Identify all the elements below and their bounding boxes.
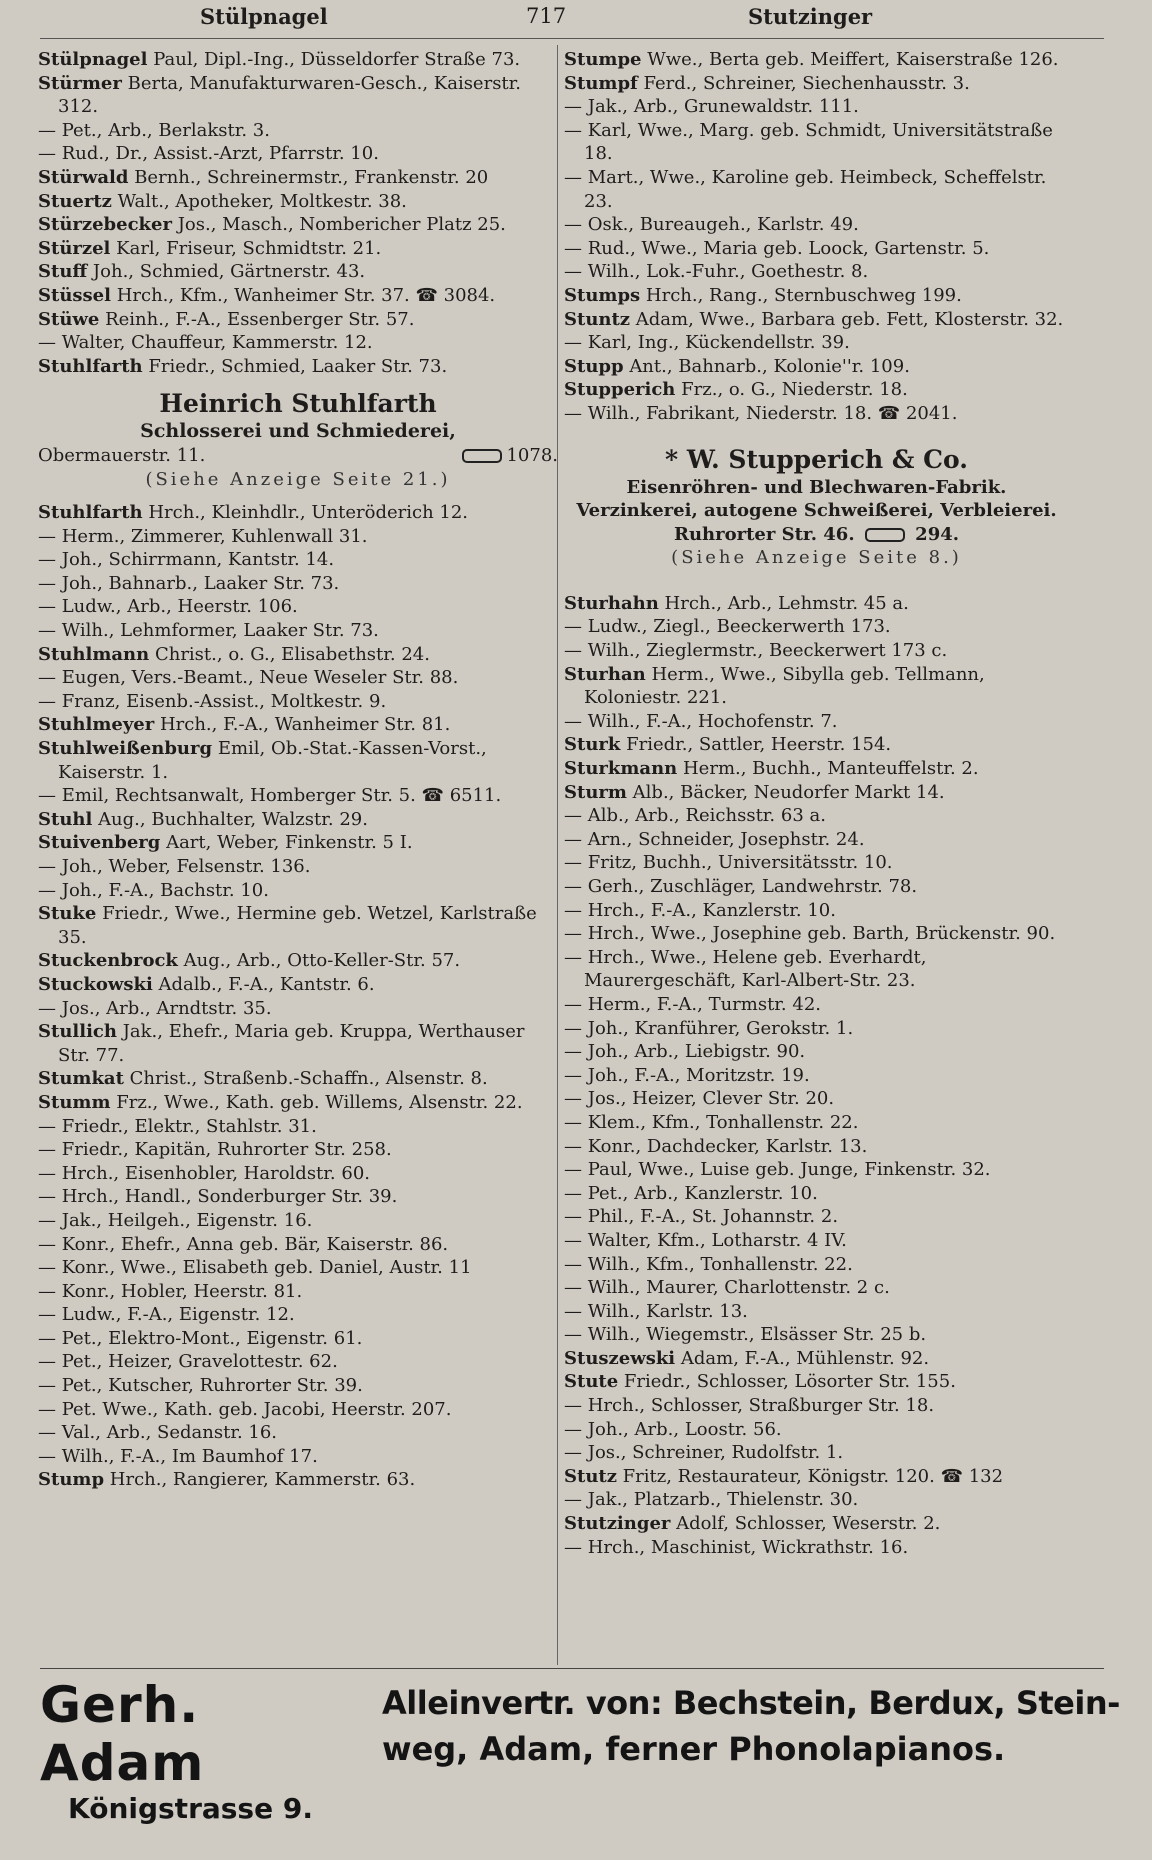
- directory-entry: [38, 855, 558, 879]
- entry-surname: Stutz: [564, 1465, 617, 1487]
- directory-entry: [564, 1465, 1069, 1489]
- ad-stuhlfarth: [38, 388, 558, 491]
- directory-entry: [38, 213, 558, 237]
- entry-details: — Joh., Arb., Liebigstr. 90.: [564, 1041, 806, 1063]
- entry-details: — Phil., F.-A., St. Johannstr. 2.: [564, 1206, 839, 1228]
- entry-details: — Emil, Rechtsanwalt, Homberger Str. 5. ☎ 6511.: [38, 785, 502, 807]
- directory-entry: [564, 1300, 1069, 1324]
- directory-entry: [38, 595, 558, 619]
- advertisement-banner: [40, 1676, 1120, 1825]
- directory-entry: [564, 213, 1069, 237]
- directory-entry: [564, 1017, 1069, 1041]
- entry-details: — Walter, Chauffeur, Kammerstr. 12.: [38, 332, 373, 354]
- entry-surname: Stuhlmann: [38, 643, 150, 665]
- entry-details: — Pet., Arb., Berlakstr. 3.: [38, 119, 270, 141]
- entry-details: — Hrch., F.-A., Kanzlerstr. 10.: [564, 899, 836, 921]
- directory-entry: [564, 899, 1069, 923]
- directory-entry: [564, 260, 1069, 284]
- directory-entry: [564, 1370, 1069, 1394]
- directory-entry: [38, 808, 558, 832]
- directory-entry: [564, 733, 1069, 757]
- ad-stupperich-address: Ruhrorter Str. 46.: [673, 523, 855, 545]
- ad-stupperich-line1: Eisenröhren- und Blechwaren-Fabrik.: [626, 476, 1007, 498]
- entry-details: — Jos., Schreiner, Rudolfstr. 1.: [564, 1442, 844, 1464]
- entry-details: — Jos., Heizer, Clever Str. 20.: [564, 1088, 835, 1110]
- entry-details: — Wilh., Lok.-Fuhr., Goethestr. 8.: [564, 261, 869, 283]
- entry-details: — Rud., Wwe., Maria geb. Loock, Gartenstr. 5.: [564, 237, 990, 259]
- entry-details: — Joh., Kranführer, Gerokstr. 1.: [564, 1017, 854, 1039]
- directory-entry: [38, 619, 558, 643]
- directory-entry: [564, 592, 1069, 616]
- directory-entry: [564, 851, 1069, 875]
- entry-details: — Konr., Dachdecker, Karlstr. 13.: [564, 1135, 868, 1157]
- entry-details: — Pet., Elektro-Mont., Eigenstr. 61.: [38, 1327, 363, 1349]
- directory-entry: [564, 1040, 1069, 1064]
- entry-details: Hrch., Rang., Sternbuschweg 199.: [645, 284, 962, 306]
- entry-surname: Stump: [38, 1469, 105, 1491]
- entry-details: Christ., Straßenb.-Schaffn., Alsenstr. 8.: [129, 1068, 488, 1090]
- ad-stuhlfarth-contact: [38, 444, 558, 468]
- directory-entry: [38, 643, 558, 667]
- directory-entry: [38, 902, 558, 949]
- entry-details: — Pet., Heizer, Gravelottestr. 62.: [38, 1351, 338, 1373]
- directory-entry: [564, 402, 1069, 426]
- entry-details: — Hrch., Handl., Sonderburger Str. 39.: [38, 1186, 398, 1208]
- directory-entry: [38, 1091, 558, 1115]
- directory-entry: [38, 1445, 558, 1469]
- entry-details: Jos., Masch., Nombericher Platz 25.: [177, 214, 506, 236]
- directory-entry: [38, 1020, 558, 1067]
- entry-details: — Friedr., Elektr., Stahlstr. 31.: [38, 1115, 317, 1137]
- entry-surname: Stuff: [38, 261, 88, 283]
- entry-details: Ant., Bahnarb., Kolonie''r. 109.: [629, 355, 910, 377]
- directory-entry: [564, 875, 1069, 899]
- entry-details: Friedr., Schmied, Laaker Str. 73.: [148, 355, 448, 377]
- ad-stupperich-title: * W. Stupperich & Co.: [665, 444, 968, 474]
- entry-surname: Sturm: [564, 781, 627, 803]
- entry-surname: Stuckowski: [38, 973, 153, 995]
- entry-details: Berta, Manufakturwaren-Gesch., Kaiserstr. 312.: [58, 72, 522, 118]
- page-number: 717: [526, 4, 567, 28]
- entry-surname: Stürmer: [38, 72, 122, 94]
- entry-details: — Pet., Arb., Kanzlerstr. 10.: [564, 1182, 818, 1204]
- right-entries-2: [564, 592, 1069, 1559]
- directory-entry: [38, 1233, 558, 1257]
- directory-entry: [38, 1209, 558, 1233]
- entry-details: — Pet. Wwe., Kath. geb. Jacobi, Heerstr. 207.: [38, 1398, 452, 1420]
- entry-details: Christ., o. G., Elisabethstr. 24.: [154, 643, 430, 665]
- directory-entry: [38, 1374, 558, 1398]
- entry-details: — Joh., F.-A., Moritzstr. 19.: [564, 1064, 810, 1086]
- directory-entry: [38, 1421, 558, 1445]
- entry-surname: Stullich: [38, 1021, 117, 1043]
- left-entries-2: [38, 501, 558, 1492]
- entry-surname: Stuke: [38, 903, 97, 925]
- entry-surname: Stürzel: [38, 237, 111, 259]
- entry-details: — Konr., Wwe., Elisabeth geb. Daniel, Austr. 11: [38, 1257, 472, 1279]
- entry-details: — Wilh., Fabrikant, Niederstr. 18. ☎ 2041.: [564, 402, 958, 424]
- directory-entry: [38, 331, 558, 355]
- directory-entry: [38, 1256, 558, 1280]
- entry-details: Jak., Ehefr., Maria geb. Kruppa, Werthauser Str. 77.: [58, 1021, 525, 1066]
- directory-entry: [38, 260, 558, 284]
- entry-surname: Stuntz: [564, 308, 631, 330]
- ad-stupperich: [564, 444, 1069, 570]
- entry-details: — Hrch., Wwe., Helene geb. Everhardt, Maurergeschäft, Karl-Albert-Str. 23.: [564, 946, 927, 992]
- directory-entry: [564, 1064, 1069, 1088]
- directory-entry: [564, 1347, 1069, 1371]
- directory-entry: [564, 946, 1069, 993]
- entry-details: — Val., Arb., Sedanstr. 16.: [38, 1422, 278, 1444]
- entry-details: — Karl, Wwe., Marg. geb. Schmidt, Universitätstraße 18.: [564, 119, 1053, 165]
- directory-entry: [564, 355, 1069, 379]
- header-left-keyword: Stülpnagel: [200, 4, 328, 29]
- entry-details: Hrch., Kfm., Wanheimer Str. 37. ☎ 3084.: [116, 284, 496, 306]
- banner-address: Königstrasse 9.: [68, 1792, 313, 1825]
- header-right-keyword: Stutzinger: [748, 4, 873, 29]
- directory-entry: [564, 284, 1069, 308]
- entry-details: — Mart., Wwe., Karoline geb. Heimbeck, Scheffelstr. 23.: [564, 166, 1047, 212]
- directory-entry: [564, 1441, 1069, 1465]
- directory-entry: [38, 1303, 558, 1327]
- entry-details: — Joh., Schirrmann, Kantstr. 14.: [38, 549, 335, 571]
- ad-stupperich-phone: 294.: [915, 523, 960, 545]
- ad-stuhlfarth-phone: 1078.: [506, 444, 558, 466]
- entry-details: Reinh., F.-A., Essenberger Str. 57.: [105, 308, 415, 330]
- entry-details: — Hrch., Eisenhobler, Haroldstr. 60.: [38, 1162, 370, 1184]
- directory-entry: [38, 1350, 558, 1374]
- entry-details: — Wilh., Wiegemstr., Elsässer Str. 25 b.: [564, 1324, 927, 1346]
- directory-entry: [564, 1394, 1069, 1418]
- entry-surname: Stumpf: [564, 72, 638, 94]
- entry-surname: Stuhlmeyer: [38, 714, 155, 736]
- directory-entry: [564, 378, 1069, 402]
- directory-entry: [38, 1398, 558, 1422]
- entry-surname: Stuszewski: [564, 1347, 676, 1369]
- entry-details: — Paul, Wwe., Luise geb. Junge, Finkenstr. 32.: [564, 1159, 991, 1181]
- entry-details: — Herm., F.-A., Turmstr. 42.: [564, 993, 822, 1015]
- entry-details: — Ludw., F.-A., Eigenstr. 12.: [38, 1304, 295, 1326]
- directory-entry: [38, 784, 558, 808]
- directory-entry: [564, 922, 1069, 946]
- entry-surname: Stuhlfarth: [38, 502, 143, 524]
- entry-details: — Konr., Ehefr., Anna geb. Bär, Kaiserstr. 86.: [38, 1233, 449, 1255]
- directory-entry: [564, 757, 1069, 781]
- entry-surname: Stute: [564, 1371, 619, 1393]
- directory-entry: [564, 237, 1069, 261]
- directory-entry: [564, 72, 1069, 96]
- entry-details: Wwe., Berta geb. Meiffert, Kaiserstraße 126.: [647, 49, 1059, 70]
- entry-surname: Stuckenbrock: [38, 950, 178, 972]
- directory-entry: [564, 804, 1069, 828]
- entry-details: — Wilh., F.-A., Hochofenstr. 7.: [564, 710, 838, 732]
- directory-entry: [564, 1253, 1069, 1277]
- directory-entry: [38, 142, 558, 166]
- banner-line2: weg, Adam, ferner Phonolapianos.: [382, 1730, 1006, 1768]
- ad-stuhlfarth-subtitle: Schlosserei und Schmiederei,: [140, 420, 456, 443]
- entry-details: — Hrch., Schlosser, Straßburger Str. 18.: [564, 1395, 935, 1417]
- entry-details: Hrch., F.-A., Wanheimer Str. 81.: [159, 714, 451, 736]
- entry-details: — Osk., Bureaugeh., Karlstr. 49.: [564, 214, 859, 236]
- ad-stupperich-line2: Verzinkerei, autogene Schweißerei, Verbleierei.: [576, 500, 1057, 522]
- entry-details: — Gerh., Zuschläger, Landwehrstr. 78.: [564, 876, 918, 897]
- entry-details: — Jak., Arb., Grunewaldstr. 111.: [564, 96, 859, 118]
- entry-surname: Sturhan: [564, 663, 646, 685]
- directory-entry: [38, 831, 558, 855]
- entry-details: — Ludw., Arb., Heerstr. 106.: [38, 596, 298, 618]
- entry-details: Friedr., Wwe., Hermine geb. Wetzel, Karlstraße 35.: [58, 903, 537, 948]
- entry-surname: Stülpnagel: [38, 49, 148, 70]
- entry-details: — Joh., Weber, Felsenstr. 136.: [38, 856, 311, 877]
- entry-details: Aart, Weber, Finkenstr. 5 I.: [166, 832, 413, 854]
- entry-surname: Stüssel: [38, 284, 111, 306]
- entry-details: Paul, Dipl.-Ing., Düsseldorfer Straße 73.: [153, 49, 521, 70]
- entry-surname: Stutzinger: [564, 1513, 671, 1535]
- directory-entry: [38, 1468, 558, 1492]
- directory-entry: [564, 1488, 1069, 1512]
- entry-surname: Stupperich: [564, 379, 676, 401]
- entry-surname: Stuhl: [38, 808, 93, 830]
- entry-details: Ferd., Schreiner, Siechenhausstr. 3.: [643, 72, 970, 94]
- right-entries-1: [564, 48, 1069, 426]
- entry-surname: Stumkat: [38, 1068, 124, 1090]
- directory-entry: [38, 190, 558, 214]
- directory-entry: [564, 166, 1069, 213]
- entry-details: Fritz, Restaurateur, Königstr. 120. ☎ 132: [622, 1465, 1004, 1487]
- entry-details: — Alb., Arb., Reichsstr. 63 a.: [564, 805, 826, 827]
- directory-entry: [38, 666, 558, 690]
- entry-details: — Franz, Eisenb.-Assist., Moltkestr. 9.: [38, 690, 387, 712]
- directory-entry: [564, 710, 1069, 734]
- entry-surname: Stumpe: [564, 49, 642, 70]
- entry-details: — Wilh., Maurer, Charlottenstr. 2 c.: [564, 1277, 890, 1299]
- entry-surname: Stüwe: [38, 308, 100, 330]
- entry-surname: Sturhahn: [564, 592, 659, 614]
- entry-details: — Friedr., Kapitän, Ruhrorter Str. 258.: [38, 1139, 392, 1161]
- entry-details: — Jak., Platzarb., Thielenstr. 30.: [564, 1489, 859, 1511]
- directory-entry: [564, 308, 1069, 332]
- entry-surname: Stuivenberg: [38, 832, 161, 854]
- entry-details: — Hrch., Maschinist, Wickrathstr. 16.: [564, 1536, 909, 1558]
- directory-entry: [564, 1418, 1069, 1442]
- directory-entry: [564, 615, 1069, 639]
- entry-details: — Arn., Schneider, Josephstr. 24.: [564, 828, 865, 850]
- entry-details: — Wilh., F.-A., Im Baumhof 17.: [38, 1445, 318, 1467]
- entry-surname: Stürzebecker: [38, 214, 172, 236]
- directory-entry: [38, 879, 558, 903]
- directory-entry: [38, 72, 558, 119]
- banner-rule: [40, 1668, 1104, 1669]
- directory-entry: [564, 48, 1069, 72]
- ad-stuhlfarth-title: Heinrich Stuhlfarth: [159, 389, 437, 419]
- entry-details: — Karl, Ing., Kückendellstr. 39.: [564, 332, 850, 354]
- entry-details: — Herm., Zimmerer, Kuhlenwall 31.: [38, 525, 368, 547]
- entry-details: Frz., Wwe., Kath. geb. Willems, Alsenstr. 22.: [116, 1091, 523, 1113]
- directory-entry: [38, 572, 558, 596]
- directory-entry: [38, 1185, 558, 1209]
- entry-details: — Ludw., Ziegl., Beeckerwerth 173.: [564, 616, 891, 638]
- entry-details: Emil, Ob.-Stat.-Kassen-Vorst., Kaiserstr. 1.: [58, 738, 487, 783]
- left-column: [38, 48, 558, 1492]
- directory-entry: [564, 95, 1069, 119]
- entry-details: Adam, Wwe., Barbara geb. Fett, Klosterstr. 32.: [635, 308, 1064, 330]
- entry-details: — Klem., Kfm., Tonhallenstr. 22.: [564, 1111, 859, 1133]
- directory-entry: [564, 1087, 1069, 1111]
- entry-details: — Jos., Arb., Arndtstr. 35.: [38, 997, 272, 1019]
- directory-entry: [38, 119, 558, 143]
- ad-stuhlfarth-phone-wrap: [458, 444, 558, 468]
- directory-entry: [38, 1067, 558, 1091]
- entry-details: — Walter, Kfm., Lotharstr. 4 IV.: [564, 1229, 847, 1251]
- directory-entry: [564, 1276, 1069, 1300]
- banner-right: [382, 1680, 1120, 1772]
- directory-entry: [564, 1182, 1069, 1206]
- directory-entry: [38, 355, 558, 379]
- directory-entry: [564, 1135, 1069, 1159]
- entry-details: Adam, F.-A., Mühlenstr. 92.: [680, 1347, 930, 1369]
- directory-entry: [38, 973, 558, 997]
- directory-entry: [38, 501, 558, 525]
- entry-details: — Eugen, Vers.-Beamt., Neue Weseler Str. 88.: [38, 667, 459, 689]
- telephone-icon: [462, 449, 502, 463]
- banner-brand: Gerh. Adam: [40, 1676, 205, 1792]
- entry-details: Joh., Schmied, Gärtnerstr. 43.: [92, 261, 366, 283]
- ad-stuhlfarth-note: (Siehe Anzeige Seite 21.): [145, 468, 451, 490]
- entry-details: — Wilh., Karlstr. 13.: [564, 1300, 748, 1322]
- entry-details: Friedr., Schlosser, Lösorter Str. 155.: [623, 1371, 956, 1393]
- entry-details: — Fritz, Buchh., Universitätsstr. 10.: [564, 852, 893, 874]
- directory-entry: [564, 119, 1069, 166]
- entry-surname: Stuertz: [38, 190, 112, 212]
- entry-surname: Sturkmann: [564, 758, 678, 780]
- entry-surname: Sturk: [564, 734, 621, 756]
- directory-entry: [38, 997, 558, 1021]
- directory-entry: [38, 525, 558, 549]
- entry-details: — Wilh., Zieglermstr., Beeckerwert 173 c.: [564, 640, 948, 662]
- entry-surname: Stuhlweißenburg: [38, 738, 213, 760]
- entry-surname: Stumps: [564, 284, 641, 306]
- entry-details: Bernh., Schreinermstr., Frankenstr. 20: [134, 166, 489, 188]
- entry-details: — Konr., Hobler, Heerstr. 81.: [38, 1280, 303, 1302]
- entry-details: — Wilh., Kfm., Tonhallenstr. 22.: [564, 1253, 853, 1275]
- banner-left: [40, 1676, 380, 1825]
- entry-surname: Stumm: [38, 1091, 111, 1113]
- directory-entry: [38, 1138, 558, 1162]
- directory-entry: [564, 1536, 1069, 1560]
- entry-details: — Jak., Heilgeh., Eigenstr. 16.: [38, 1209, 313, 1231]
- entry-details: — Joh., Bahnarb., Laaker Str. 73.: [38, 572, 340, 594]
- directory-entry: [38, 949, 558, 973]
- directory-entry: [564, 331, 1069, 355]
- entry-details: Alb., Bäcker, Neudorfer Markt 14.: [632, 781, 945, 803]
- directory-entry: [38, 1327, 558, 1351]
- entry-details: Frz., o. G., Niederstr. 18.: [681, 379, 908, 401]
- directory-entry: [564, 781, 1069, 805]
- telephone-icon: [865, 528, 905, 542]
- directory-entry: [38, 237, 558, 261]
- entry-surname: Stupp: [564, 355, 624, 377]
- directory-entry: [564, 1512, 1069, 1536]
- entry-details: Adolf, Schlosser, Weserstr. 2.: [676, 1513, 941, 1535]
- entry-details: — Wilh., Lehmformer, Laaker Str. 73.: [38, 620, 379, 642]
- entry-details: Aug., Buchhalter, Walzstr. 29.: [98, 808, 368, 830]
- directory-entry: [38, 1162, 558, 1186]
- entry-details: — Joh., Arb., Loostr. 56.: [564, 1418, 782, 1440]
- banner-line1: Alleinvertr. von: Bechstein, Berdux, Stein-: [382, 1684, 1120, 1722]
- directory-entry: [564, 1158, 1069, 1182]
- directory-entry: [564, 993, 1069, 1017]
- directory-entry: [564, 1229, 1069, 1253]
- entry-details: Hrch., Rangierer, Kammerstr. 63.: [109, 1469, 416, 1491]
- entry-details: Aug., Arb., Otto-Keller-Str. 57.: [183, 950, 461, 972]
- entry-surname: Stürwald: [38, 166, 129, 188]
- directory-entry: [564, 1205, 1069, 1229]
- ad-stupperich-contact: [564, 523, 1069, 547]
- directory-entry: [564, 828, 1069, 852]
- directory-entry: [564, 639, 1069, 663]
- entry-details: Herm., Wwe., Sibylla geb. Tellmann, Koloniestr. 221.: [584, 663, 985, 709]
- entry-details: — Pet., Kutscher, Ruhrorter Str. 39.: [38, 1375, 363, 1397]
- entry-details: Herm., Buchh., Manteuffelstr. 2.: [682, 758, 979, 780]
- ad-stuhlfarth-address: Obermauerstr. 11.: [38, 444, 206, 466]
- entry-details: Hrch., Arb., Lehmstr. 45 a.: [664, 592, 909, 614]
- directory-entry: [38, 1115, 558, 1139]
- entry-details: Walt., Apotheker, Moltkestr. 38.: [117, 190, 407, 212]
- directory-entry: [38, 48, 558, 72]
- directory-entry: [38, 166, 558, 190]
- directory-entry: [38, 284, 558, 308]
- directory-entry: [564, 663, 1069, 710]
- header-rule: [40, 38, 1104, 39]
- directory-entry: [38, 548, 558, 572]
- directory-entry: [564, 1111, 1069, 1135]
- right-column: [564, 48, 1069, 1559]
- directory-entry: [38, 690, 558, 714]
- entry-details: Adalb., F.-A., Kantstr. 6.: [158, 973, 375, 995]
- directory-entry: [38, 308, 558, 332]
- directory-entry: [564, 1323, 1069, 1347]
- directory-entry: [38, 1280, 558, 1304]
- entry-details: — Joh., F.-A., Bachstr. 10.: [38, 879, 269, 901]
- entry-details: Friedr., Sattler, Heerstr. 154.: [626, 734, 892, 756]
- entry-details: — Hrch., Wwe., Josephine geb. Barth, Brückenstr. 90.: [564, 923, 1056, 945]
- entry-surname: Stuhlfarth: [38, 355, 143, 377]
- entry-details: Karl, Friseur, Schmidtstr. 21.: [116, 237, 382, 259]
- entry-details: — Rud., Dr., Assist.-Arzt, Pfarrstr. 10.: [38, 143, 379, 165]
- entry-details: Hrch., Kleinhdlr., Unteröderich 12.: [148, 502, 469, 524]
- directory-entry: [38, 737, 558, 784]
- left-entries-1: [38, 48, 558, 378]
- directory-entry: [38, 713, 558, 737]
- ad-stupperich-note: (Siehe Anzeige Seite 8.): [671, 547, 962, 569]
